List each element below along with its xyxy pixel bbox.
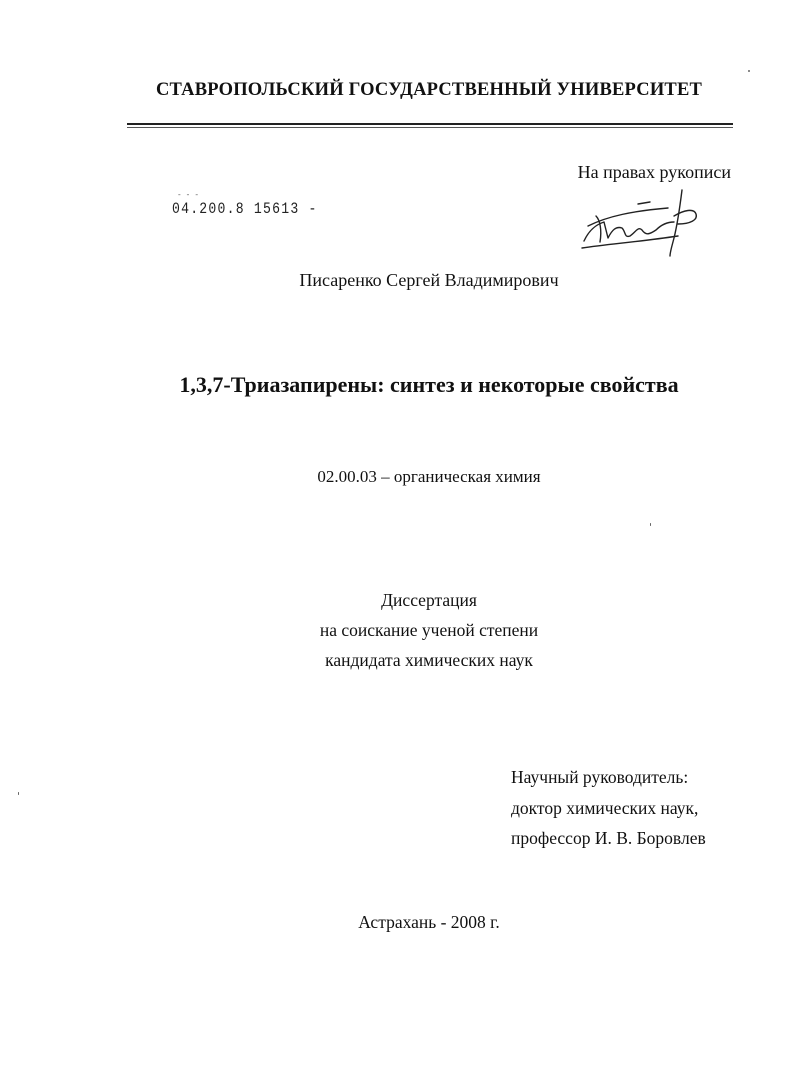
scan-speck	[748, 70, 750, 72]
signature-icon	[578, 186, 703, 258]
supervisor-line-1: Научный руководитель:	[511, 767, 689, 787]
thesis-line-3: кандидата химических наук	[325, 650, 533, 670]
dissertation-title: 1,3,7-Триазапирены: синтез и некоторые свойства	[179, 372, 679, 397]
manuscript-rights-note: На правах рукописи	[577, 162, 731, 182]
author-name: Писаренко Сергей Владимирович	[299, 270, 559, 290]
scan-speck	[650, 523, 651, 526]
stamp-marks: - - -	[178, 190, 200, 199]
supervisor-line-3: профессор И. В. Боровлев	[511, 828, 706, 848]
supervisor-block	[511, 762, 706, 854]
header-rule-thick	[127, 123, 733, 125]
university-header: СТАВРОПОЛЬСКИЙ ГОСУДАРСТВЕННЫЙ УНИВЕРСИТЕТ	[155, 80, 703, 100]
thesis-line-1: Диссертация	[381, 590, 477, 610]
specialty-code: 02.00.03 – органическая химия	[317, 467, 541, 486]
thesis-description	[0, 585, 791, 675]
supervisor-line-2: доктор химических наук,	[511, 797, 699, 818]
thesis-line-2: на соискание ученой степени	[319, 620, 539, 640]
header-rule-thin	[127, 127, 733, 128]
city-year: Астрахань - 2008 г.	[358, 912, 500, 932]
scan-speck	[18, 792, 19, 795]
registration-stamp-code: 04.200.8 15613 -	[172, 200, 318, 218]
